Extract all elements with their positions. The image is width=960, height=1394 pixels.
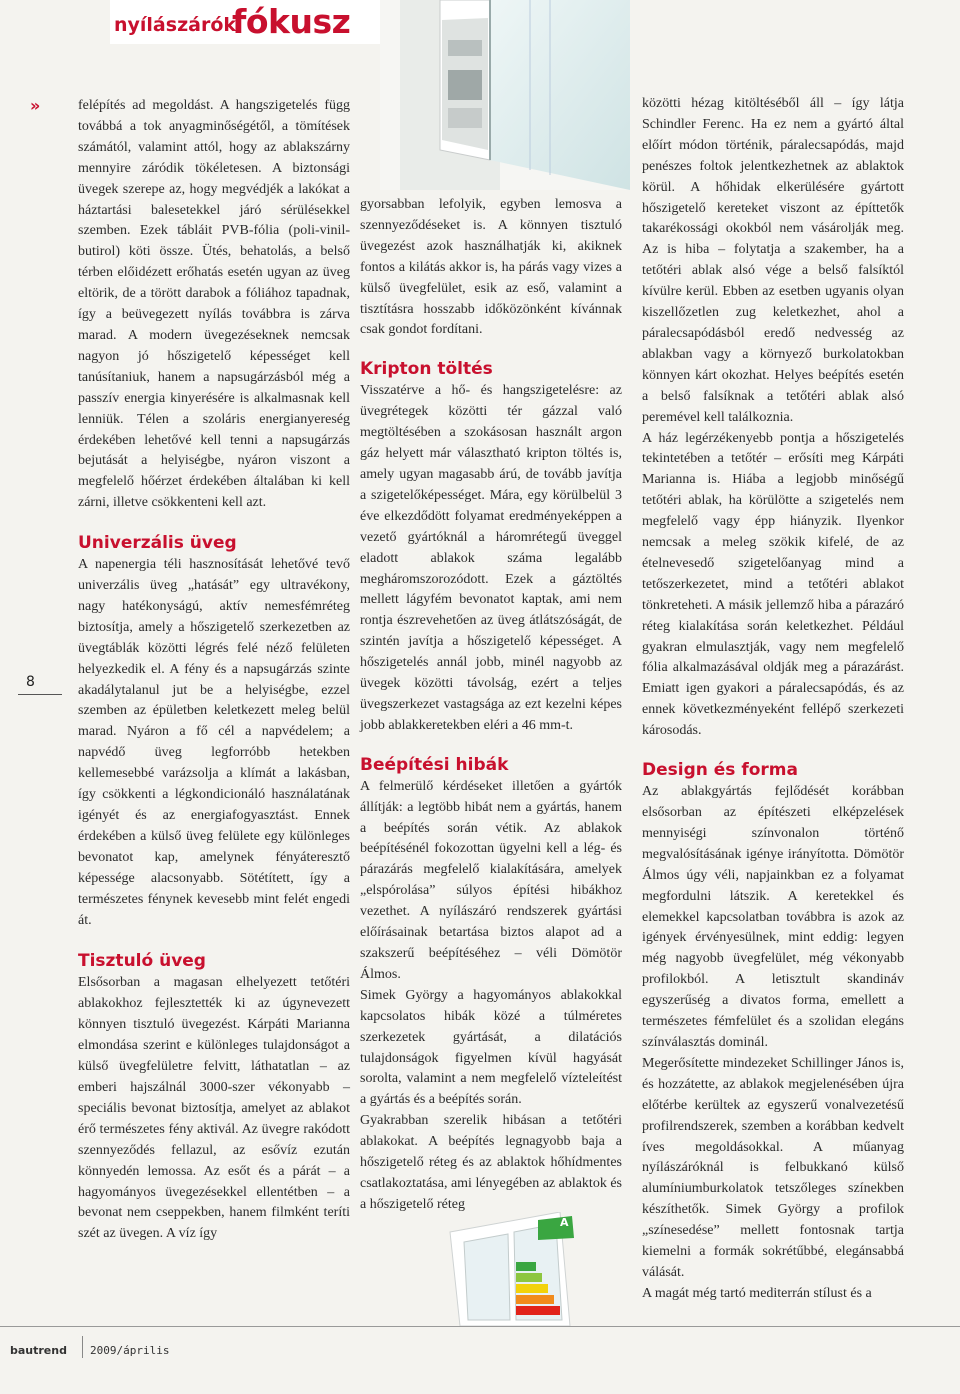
paragraph: A napenergia téli hasznosítását lehetővé tevő univerzális üveg „hatását” egy ultravékony, nagy hatékonyságú, aktív nemesfémréteg biztosítja, amely a hőszigetelő szerkezetben az üvegtáblák közötti légrés felé néző felületen helyezkedik el. A fény és a napsugárzás szinte akadálytalanul jut be a helyiségbe, ezzel szemben az épületben keletkezett meleg belül marad. Nyáron a fő cél a napvédelem; a napvédő üveg legforróbb hetekben kellemesebbé varázsolja a klímát a lakásban, így csökkenti a légkondicionáló használatának igényét és az energiafogyasztást. Ennek érdekében a külső üveg felülete egy különleges bevonatot kap, amelynek fényáteresztő képessége alacsonyabb. Sötétített, így a természetes fénynek kevesebb mint felét engedi át. xyxy=(78,557,350,928)
paragraph: Gyakrabban szerelik hibásan a tetőtéri ablakokat. A beépítés legnagyobb baja a hőszigetelő réteg és az ablaktok hőhídmentes csatlakoztatása, ami lényegében az ablaktok és a hőszigetelő réteg xyxy=(360,1113,622,1212)
continuation-mark: » xyxy=(30,96,41,115)
paragraph: Megerősítette mindezeket Schillinger János is, és hozzátette, az ablakok megjelenésében újra előtérbe kerültek az egyszerű vonalvezetésű profilrendszerek, szemben a korábban kedvelt íves megoldásokkal. A műanyag nyílászáróknál is felbukkanó külső alumíniumburkolatok tetszőleges színekben készíthetők. Simek György a profilok „színesedése” mellett fontosnak tartja kiemelni a formák sokrétűbbé, elegánsabbá válását. xyxy=(642,1055,904,1280)
footer-separator xyxy=(82,1336,83,1358)
heading-design: Design és forma xyxy=(642,760,798,781)
heading-kripton: Kripton töltés xyxy=(360,359,493,380)
section-label: nyílászárók xyxy=(114,14,237,36)
section-focus-label: fókusz xyxy=(232,2,351,41)
page-number-rule xyxy=(18,694,62,695)
paragraph: A ház legérzékenyebb pontja a hőszigetelés tekintetében a tetőtér – erősíti meg Kárpáti Marianna is. Hiába a legjobb minőségű tetőtéri ablak, ha körülötte a szigetelés nem megfelelő vagy épp hiányzik. Ilyenkor nemcsak a meleg szökik kifelé, de az ételnevesedő szigetelőanyag mind a tetőszerkezetet, mind a tetőtéri ablakot tönkreteheti. A másik jellemző hiba a párazáró réteg kialakítása során keletkezhet. Például gyakran elmulasztják, vagy nem megfelelő fólia alkalmazásával oldják meg a párazárást. Emiatt igen gyakori a páralecsapódás, és az ennek következményeként fellépő szerkezeti károsodás. xyxy=(642,430,904,739)
window-profile-image xyxy=(380,0,630,190)
footer-rule xyxy=(0,1326,960,1327)
footer-date: 2009/április xyxy=(90,1344,170,1357)
column-1 xyxy=(78,96,350,1245)
column-2 xyxy=(360,195,622,1216)
paragraph: Visszatérve a hő- és hangszigetelésre: az üvegrétegek közötti tér gázzal való megtöltésében a szokásosan használt argon gáz helyett már választható kripton töltés is, amely ugyan magasabb árú, de tovább javítja a szigetelőképességet. Mára, egy körülbelül 3 éve elkezdődött folyamat eredményeképpen a vezető gyártóknál a háromrétegű üveggel eladott ablakok száma legalább megháromszorozódott. Ezek a gáztöltés mellett lágyfém bevonatot kaptak, ami nem rontja észrevehetően az üveg átlátszóságát, de szintén javítja a hőszigetelő képességet. A hőszigetelés annál jobb, minél nagyobb az üvegek közötti távolság, ezért a teljes üvegszerkezet vastagsága az ezt kezelni képes jobb ablakkeretekben eléri a 46 mm-t. xyxy=(360,383,622,733)
energy-label-letter: A xyxy=(560,1216,569,1229)
heading-univerzalis: Univerzális üveg xyxy=(78,533,237,554)
paragraph: A felmerülő kérdéseket illetően a gyártók állítják: a legtöbb hibát nem a gyártás, hanem a beépítés során vétik. Az ablakok beépítésénél fokozottan ügyelni kell a lég- és párazárás megfelelő kialakítására, amelyek „elspórolása” súlyos építési hibákhoz vezethet. A nyílászáró rendszerek gyártási előírásainak betartása biztos alapot ad a szakszerű beépítéséhez – véli Dömötör Álmos. xyxy=(360,778,622,982)
paragraph: felépítés ad megoldást. A hangszigetelés függ továbbá a tok anyagminőségétől, a tömítések számától, valamint attól, hogy az ablakszárny mennyire záródik tökéletesen. A biztonsági üvegek szerepe az, hogy megvédjék a lakókat a háztartási balesetekkel járó sérülésekkel szemben. Ezek tábláit PVB-fólia (poli-vinil-butirol) köti össze. Ütés, behatolás, a belső térben előidézett erőhatás esetén ugyan az üveg eltörik, de a törött darabok a fóliához tapadnak, így a beüvegezett nyílás továbbra is zárva marad. A modern üvegezéseknek nemcsak nagyon jó hőszigetelő képességet kell tanúsítaniuk, hanem a napsugárzásból még a passzív energia kinyerésére is alkalmasnak kell lenniük. Télen a szoláris energianyereség érdekében lehetővé kell tenni a napsugárzás bejutását a helyiségbe, nyáron viszont a megfelelő hőérzet érdekében általában ki kell zárni, illetve csökkenteni kell azt. xyxy=(78,98,350,511)
paragraph: gyorsabban lefolyik, egyben lemosva a szennyeződéseket is. A könnyen tisztuló üvegezést azok használhatják ki, akiknek fontos a kilátás akkor is, ha párás vagy vizes a külső üvegfelület, esik az eső, valamint a tisztításra hosszabb időközönként kívánnak csak gondot fordítani. xyxy=(360,197,622,338)
paragraph: Elsősorban a magasan elhelyezett tetőtéri ablakokhoz fejlesztették ki az úgynevezett könnyen tisztuló üvegezést. Kárpáti Marianna elmondása szerint e különleges tulajdonságot a külső üvegfelületre felvitt, láthatatlan – az emberi hajszálnál 3000-szer vékonyabb – speciális bevonat biztosítja, amelyet az ablakot érő természetes fény aktivál. Az üvegre rakódott szennyeződés fellazul, az esővíz ezután könnyedén lemossa. Az esőt és a párát – a hagyományos üvegezésekkel ellentétben – a bevonat nem cseppekben, hanem filmként teríti szét az üvegen. A víz így xyxy=(78,975,350,1242)
column-3 xyxy=(642,94,904,1305)
heading-beepitesi: Beépítési hibák xyxy=(360,754,509,775)
paragraph: Az ablakgyártás fejlődését korábban elsősorban az építészeti elképzelések mennyiségi színvonalon történő megvalósításának igénye irányította. Dömötör Álmos úgy véli, napjainkban ez a folyamat megfordulni látszik. A keretekkel és elemekkel kapcsolatban továbbra is azok az igények érvényesülnek, mint eddig: legyen még nagyobb üvegfelület, még vékonyabb profilokból. A letisztult skandináv egyszerűség a divatos forma, emellett a természetes fémfelület és a szolidan elegáns színválasztás dominál. xyxy=(642,784,904,1050)
page-number: 8 xyxy=(26,674,35,690)
window-energy-label-image xyxy=(440,1212,600,1326)
paragraph: Simek György a hagyományos ablakokkal kapcsolatos hibák közé a túlméretes szerkezetek gyártását, a dilatációs tulajdonságok figyelmen kívül hagyását sorolta, valamint a nem megfelelő vízteleítést a gyártás és a beépítés során. xyxy=(360,987,622,1108)
heading-tisztulo: Tisztuló üveg xyxy=(78,951,206,972)
paragraph: közötti hézag kitöltéséből áll – így látja Schindler Ferenc. Ha ez nem a gyártó által előírt módon történik, páralecsapódás, majd penészes foltok jelentkezhetnek az ablaktok körül. A hőhidak elkerülésére gyártott hőszigetelő kereteket viszont az építtetők takarékossági okokból nem vásárolják meg. Az is hiba – folytatja a szakember, ha a tetőtéri ablak alsó vége a belső falsíktól kívülre kerül. Ebben az esetben ugyanis olyan kiszellőzetlen zug keletkezhet, ahol a páralecsapódásból eredő nedvesség az ablakban vagy a környező burkolatokban könnyen kárt okozhat. Helyes beépítés esetén a belső falsíknak a tetőtéri ablak alsó peremével kell találkoznia. xyxy=(642,96,904,425)
paragraph: A magát még tartó mediterrán stílust és a xyxy=(642,1285,872,1301)
footer-brand: bautrend xyxy=(10,1344,67,1357)
